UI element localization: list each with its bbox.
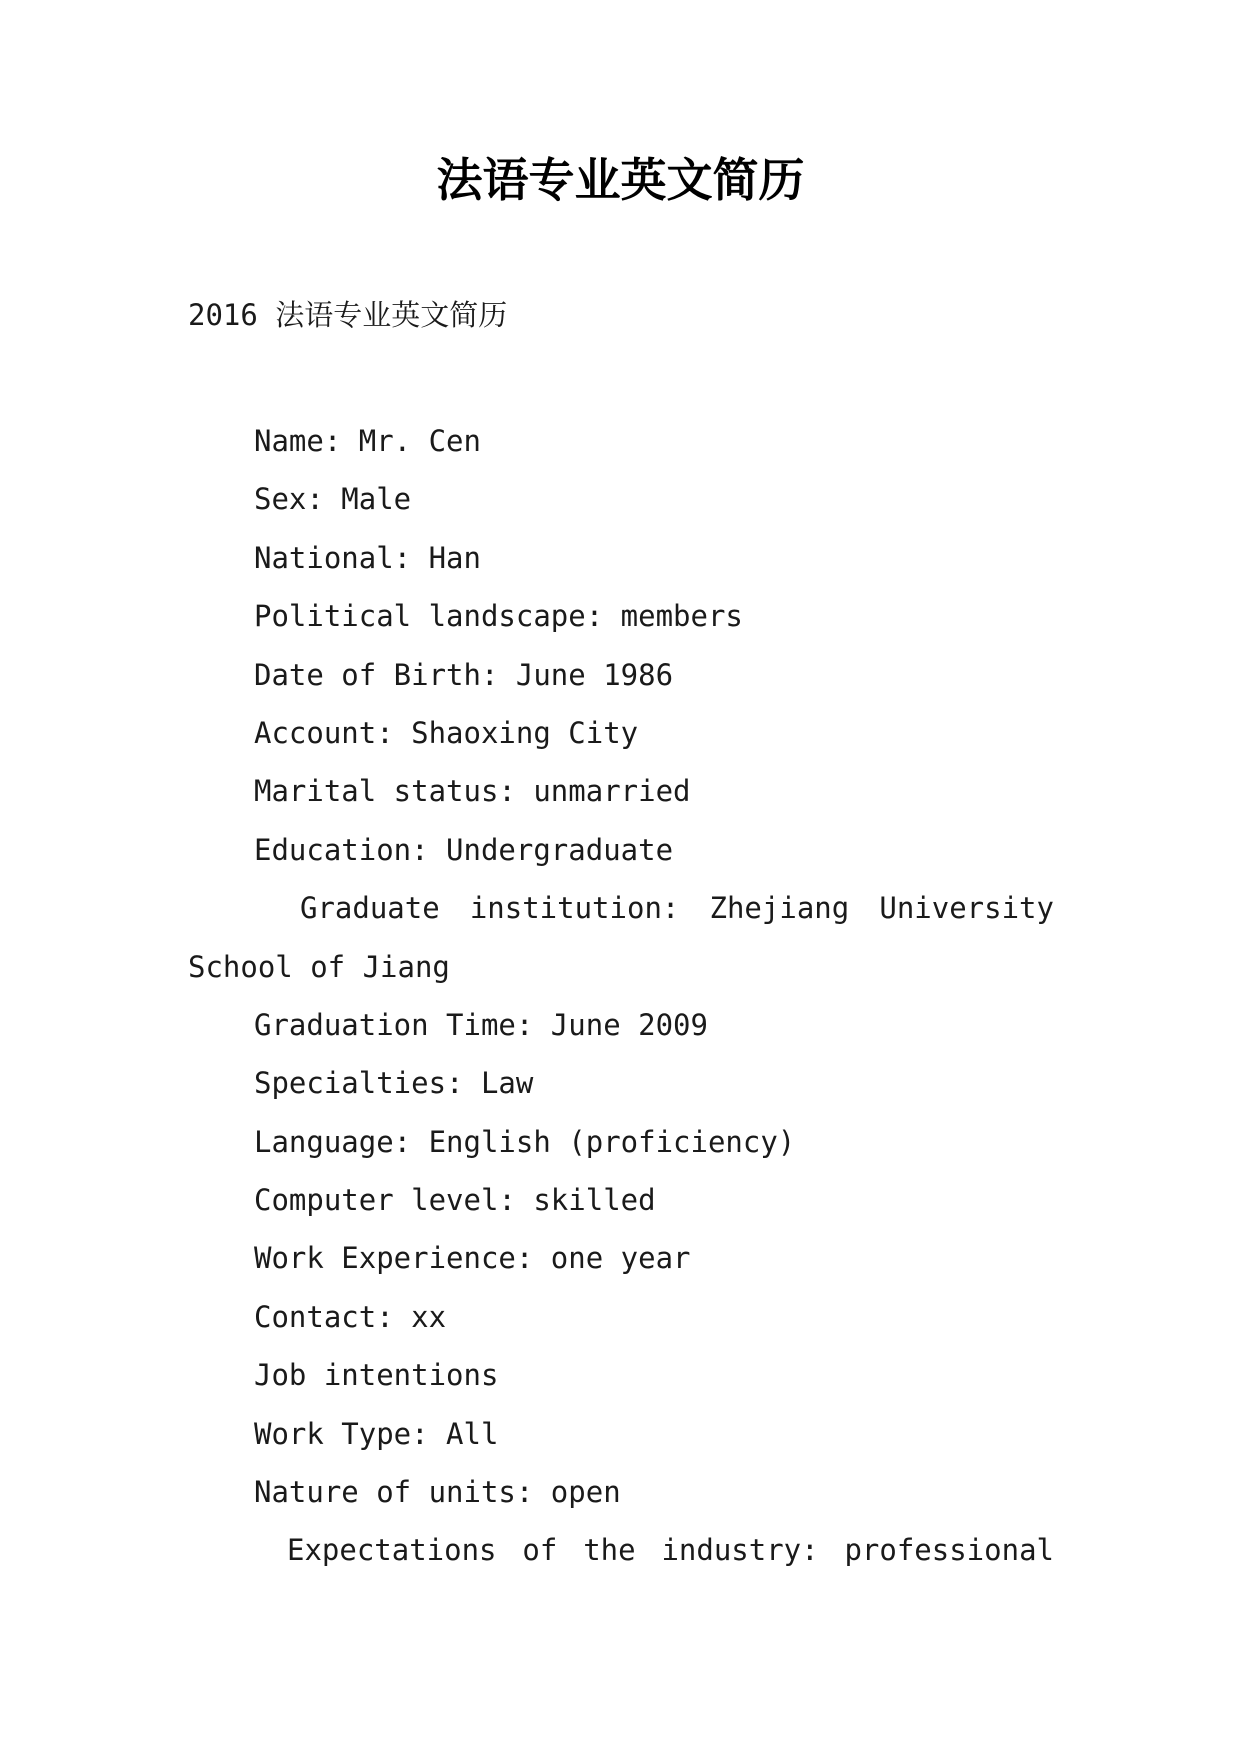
field-contact: Contact: xx [254,1299,447,1334]
field-marital-status: Marital status: unmarried [254,774,691,809]
field-account: Account: Shaoxing City [254,715,639,750]
industry-word: professional [844,1533,1054,1568]
field-name: Name: Mr. Cen [254,424,481,458]
field-national: National: Han [254,540,481,575]
industry-word: the [583,1533,636,1568]
field-work-experience: Work Experience: one year [254,1241,691,1276]
field-graduation-time: Graduation Time: June 2009 [254,1007,708,1042]
field-work-type: Work Type: All [254,1416,499,1451]
institution-word: institution: [469,891,680,926]
field-job-intentions: Job intentions [254,1358,499,1393]
document-title: 法语专业英文简历 [436,153,805,207]
field-sex: Sex: Male [254,482,412,517]
field-language: Language: English (proficiency) [254,1124,796,1159]
industry-word: Expectations [287,1533,497,1568]
institution-word: Zhejiang [709,891,850,926]
field-political-landscape: Political landscape: members [254,599,743,634]
document-subtitle: 2016 法语专业英文简历 [188,298,508,332]
resume-fields [188,412,1054,1580]
institution-word: University [879,891,1054,926]
field-education: Education: Undergraduate [254,832,674,867]
field-nature-of-units: Nature of units: open [254,1475,621,1510]
industry-word: of [522,1533,558,1568]
field-date-of-birth: Date of Birth: June 1986 [254,657,674,692]
field-specialties: Specialties: Law [254,1066,534,1101]
field-industry-expectations [188,1521,1054,1579]
industry-word: industry: [661,1533,819,1568]
field-computer-level: Computer level: skilled [254,1183,656,1218]
field-graduate-institution-continued: School of Jiang [188,949,450,984]
field-graduate-institution [188,879,1054,937]
institution-word: Graduate [300,891,440,926]
